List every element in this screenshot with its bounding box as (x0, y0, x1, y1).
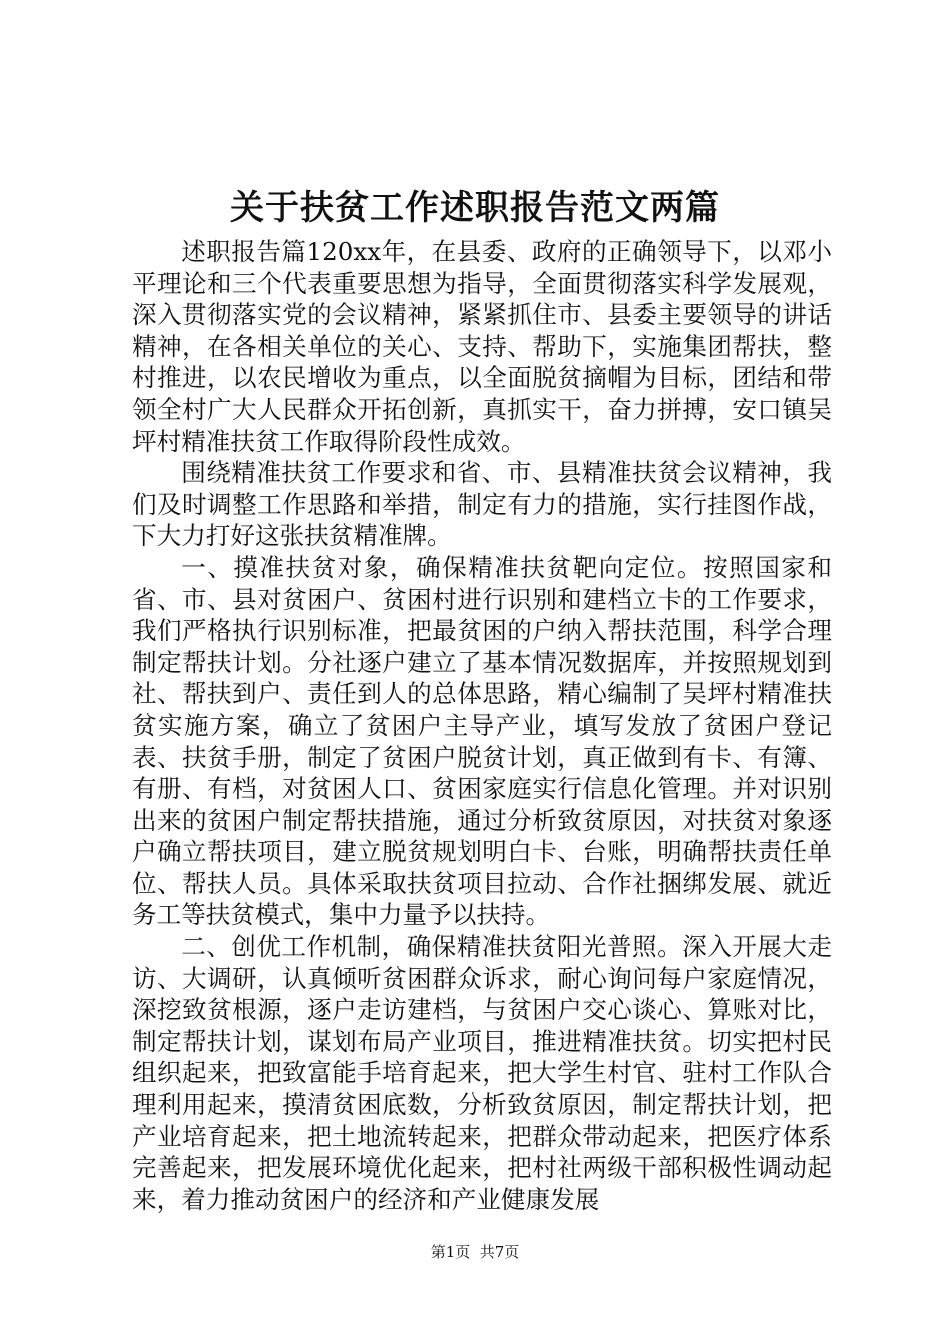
page-title: 关于扶贫工作述职报告范文两篇 (230, 188, 720, 228)
page-footer (0, 1242, 950, 1262)
document-body (132, 236, 832, 1215)
paragraph-1: 述职报告篇120xx年，在县委、政府的正确领导下，以邓小平理论和三个代表重要思想为指导，全面贯彻落实科学发展观，深入贯彻落实党的会议精神，紧紧抓住市、县委主要领导的讲话精神，在各相关单位的关心、支持、帮助下，实施集团帮扶，整村推进，以农民增收为重点，以全面脱贫摘帽为目标，团结和带领全村广大人民群众开拓创新，真抓实干，奋力拼搏，安口镇吴坪村精准扶贫工作取得阶段性成效。 (132, 237, 832, 456)
page-number: 第1页 共7页 (430, 1243, 520, 1261)
paragraph-3: 一、摸准扶贫对象，确保精准扶贫靶向定位。按照国家和省、市、县对贫困户、贫困村进行识别和建档立卡的工作要求，我们严格执行识别标准，把最贫困的户纳入帮扶范围，科学合理制定帮扶计划。分社逐户建立了基本情况数据库，并按照规划到社、帮扶到户、责任到人的总体思路，精心编制了吴坪村精准扶贫实施方案，确立了贫困户主导产业，填写发放了贫困户登记表、扶贫手册，制定了贫困户脱贫计划，真正做到有卡、有簿、有册、有档，对贫困人口、贫困家庭实行信息化管理。并对识别出来的贫困户制定帮扶措施，通过分析致贫原因，对扶贫对象逐户确立帮扶项目，建立脱贫规划明白卡、台账，明确帮扶责任单位、帮扶人员。具体采取扶贫项目拉动、合作社捆绑发展、就近务工等扶贫模式，集中力量予以扶持。 (132, 552, 832, 930)
paragraph-2: 围绕精准扶贫工作要求和省、市、县精准扶贫会议精神，我们及时调整工作思路和举措，制定有力的措施，实行挂图作战，下大力打好这张扶贫精准牌。 (132, 458, 832, 551)
paragraph-4: 二、创优工作机制，确保精准扶贫阳光普照。深入开展大走访、大调研，认真倾听贫困群众诉求，耐心询问每户家庭情况，深挖致贫根源，逐户走访建档，与贫困户交心谈心、算账对比，制定帮扶计划，谋划布局产业项目，推进精准扶贫。切实把村民组织起来，把致富能手培育起来，把大学生村官、驻村工作队合理利用起来，摸清贫困底数，分析致贫原因，制定帮扶计划，把产业培育起来，把土地流转起来，把群众带动起来，把医疗体系完善起来，把发展环境优化起来，把村社两级干部积极性调动起来，着力推动贫困户的经济和产业健康发展 (132, 932, 832, 1214)
